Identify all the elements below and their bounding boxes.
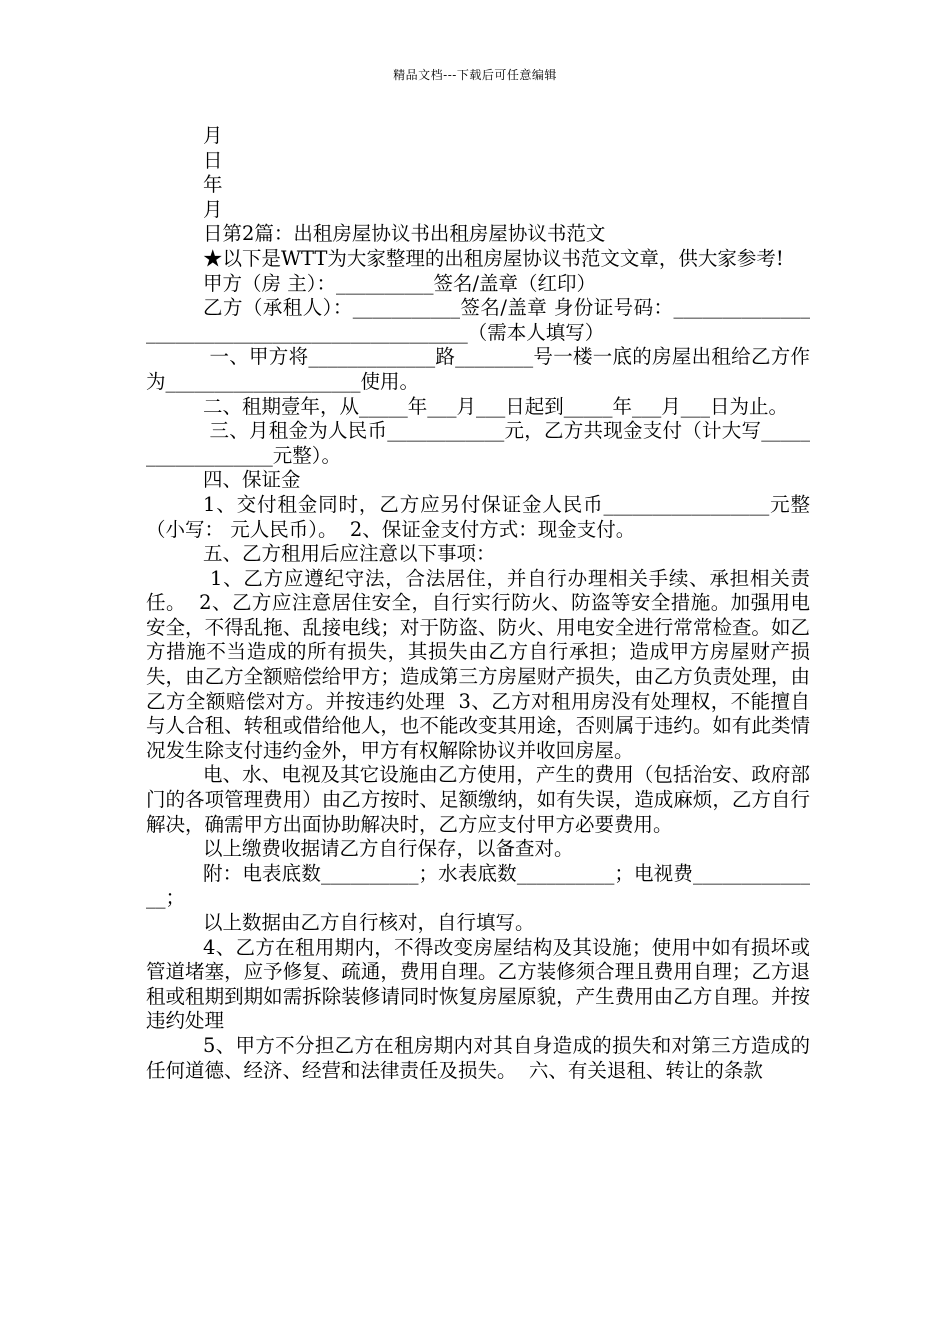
paragraph: 5、甲方不分担乙方在租房期内对其自身造成的损失和对第三方造成的任何道德、经济、经营和法律责任及损失。 六、有关退租、转让的条款 xyxy=(146,1033,810,1082)
paragraph: 1、乙方应遵纪守法，合法居住，并自行办理相关手续、承担相关责任。 2、乙方应注意居住安全，自行实行防火、防盗等安全措施。加强用电安全，不得乱拖、乱接电线；对于防盗、防火、用电安全进行常常检查。如乙方措施不当造成的所有损失，其损失由乙方自行承担；造成甲方房屋财产损失，由乙方全额赔偿给甲方；造成第三方房屋财产损失，由乙方负责处理，由乙方全额赔偿对方。并按违约处理 3、乙方对租用房没有处理权，不能擅自与人合租、转租或借给他人，也不能改变其用途，否则属于违约。如有此类情况发生除支付违约金外，甲方有权解除协议并收回房屋。 xyxy=(146,566,810,762)
paragraph: 月 xyxy=(203,197,223,221)
paragraph: 以上数据由乙方自行核对，自行填写。 xyxy=(203,911,535,934)
paragraph: ★以下是WTT为大家整理的出租房屋协议书范文文章，供大家参考! xyxy=(203,246,784,270)
paragraph: 四、保证金 xyxy=(203,468,301,492)
paragraph: 以上缴费收据请乙方自行保存，以备查对。 xyxy=(203,837,574,861)
document-body xyxy=(146,124,810,1083)
page-header: 精品文档---下载后可任意编辑 xyxy=(393,68,557,82)
paragraph: 二、租期壹年，从_____年___月___日起到_____年___月___日为止。 xyxy=(203,394,789,418)
paragraph: 1、交付租金同时，乙方应另付保证金人民币_________________元整（小写： 元人民币）。 2、保证金支付方式：现金支付。 xyxy=(146,492,810,541)
paragraph: 乙方（承租人）：___________签名/盖章 身份证号码：_______________________________________________（需本人填写） xyxy=(146,296,810,344)
paragraph: 附：电表底数__________；水表底数__________；电视费______________； xyxy=(146,861,810,910)
paragraph: 月 xyxy=(203,124,223,147)
paragraph: 日第2篇：出租房屋协议书出租房屋协议书范文 xyxy=(203,222,606,246)
paragraph: 日 xyxy=(203,148,223,172)
paragraph: 电、水、电视及其它设施由乙方使用，产生的费用（包括治安、政府部门的各项管理费用）由乙方按时、足额缴纳，如有失误，造成麻烦，乙方自行解决，确需甲方出面协助解决时，乙方应支付甲方必要费用。 xyxy=(146,763,810,836)
paragraph: 三、月租金为人民币____________元，乙方共现金支付（计大写__________________元整）。 xyxy=(146,419,810,467)
paragraph: 一、甲方将_____________路________号一楼一底的房屋出租给乙方作为____________________使用。 xyxy=(146,345,810,393)
paragraph: 年 xyxy=(203,173,223,197)
paragraph: 4、乙方在租用期内，不得改变房屋结构及其设施；使用中如有损坏或管道堵塞，应予修复、疏通，费用自理。乙方装修须合理且费用自理；乙方退租或租期到期如需拆除装修请同时恢复房屋原貌，产生费用由乙方自理。并按违约处理 xyxy=(146,935,810,1033)
paragraph: 甲方（房 主）：__________签名/盖章（红印） xyxy=(203,271,597,295)
paragraph: 五、乙方租用后应注意以下事项： xyxy=(203,542,496,566)
